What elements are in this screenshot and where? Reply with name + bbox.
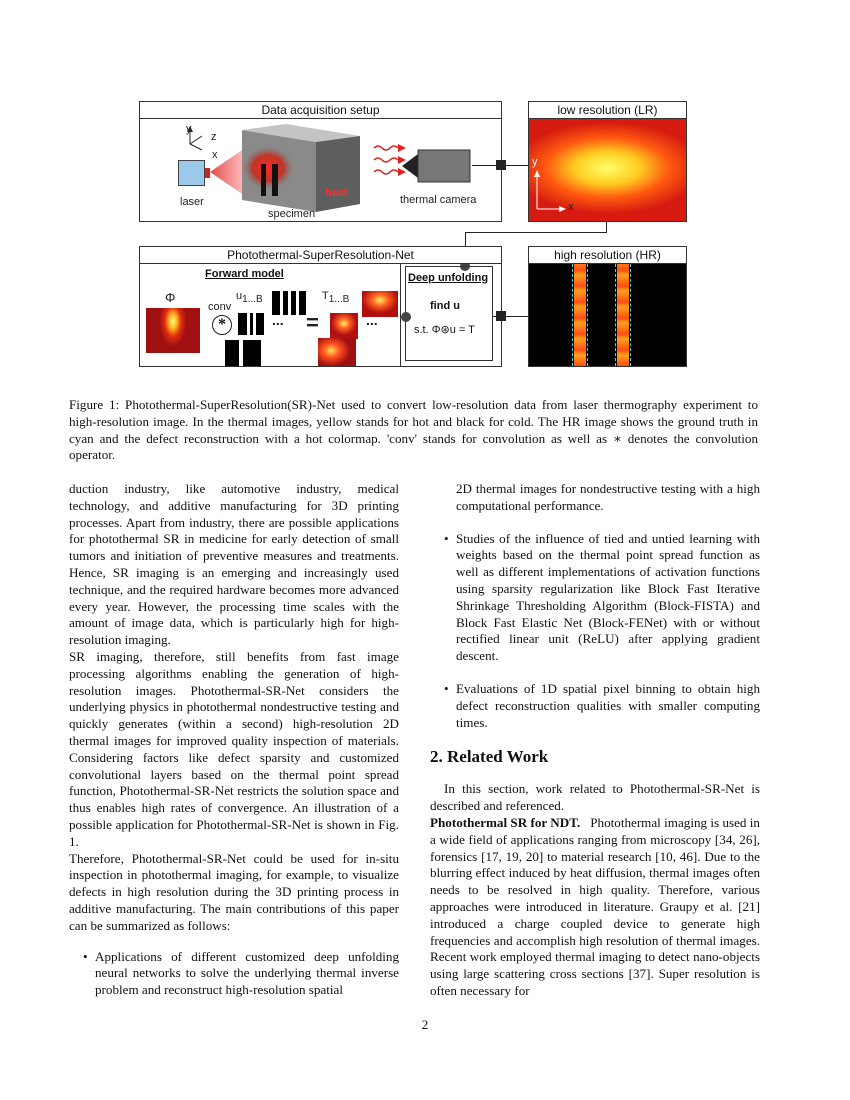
specimen-illustration (210, 124, 380, 216)
list-item: • Applications of different customized deep unfolding neural networks to solve the underlying thermal inverse problem and reconstruct high-resolution spatial (69, 949, 399, 999)
axis-z-label: z (211, 131, 217, 143)
ndt-heading: Photothermal SR for NDT. (430, 814, 581, 830)
data-acquisition-title: Data acquisition setup (139, 101, 502, 119)
specimen-label: specimen (268, 208, 316, 220)
t-image-2 (318, 338, 356, 366)
find-u-label: find u (430, 300, 460, 312)
conv-label: conv (208, 301, 232, 313)
contributions-list-cont (430, 531, 760, 732)
u-image-1 (238, 313, 264, 335)
deep-unfolding-title: Deep unfolding (408, 272, 489, 284)
link-vertical-lr (606, 222, 607, 233)
right-column (430, 481, 760, 1000)
bullet-continuation: 2D thermal images for nondestructive testing with a high computational performance. (456, 481, 760, 513)
thermal-camera-label: thermal camera (400, 194, 477, 206)
axis-y-label: y (186, 123, 192, 135)
hr-image (529, 264, 686, 366)
equals-sign: = (306, 310, 319, 335)
phi-label: Φ (165, 290, 176, 305)
heat-label: heat (325, 187, 348, 199)
related-work-intro: In this section, work related to Photothermal-SR-Net is described and referenced. (430, 781, 760, 814)
lr-title: low resolution (LR) (528, 101, 687, 119)
contributions-list (69, 949, 399, 999)
t-image-1 (330, 313, 358, 339)
u-image-2 (225, 340, 261, 366)
related-work-ndt: Photothermal SR for NDT. Photothermal imaging is used in a wide field of applications ranging from microscopy [34, 26], forensics [17, 19, 20] to material research [10, 46]. Due to the blurring effect induced by heat diffusion, thermal images often needs to be resolved in high quality. Therefore, various approaches were introduced in literature. Graupy et al. [21] introduced a charge coupled device to generate high frequencies and accomplish high resolution of thermal images. Recent work employed thermal imaging to detect nano-objects using large scattering cross sections [37]. Super resolution is often necessary for (430, 814, 760, 998)
figure-caption: Figure 1: Photothermal-SuperResolution(SR)-Net used to convert low-resolution data from laser thermography experiment to high-resolution image. In the thermal images, yellow stands for hot and black for cold. The HR image shows the ground truth in cyan and the defect reconstruction with a hot colormap. 'conv' stands for convolution as well as ∗ denotes the convolution operator. (69, 397, 758, 463)
axis-x-label: x (212, 149, 218, 161)
hr-title: high resolution (HR) (528, 246, 687, 264)
list-item: • Studies of the influence of tied and untied learning with weights based on the thermal point spread function as well as different implementations of activation functions using sparsity regularization like Block Fast Iterative Shrinkage Thresholding Algorithm (Block-FISTA) and Block Fast Elastic Net (Block-FENet) with or without rectified linear unit (ReLU) after applying gradient descent. (430, 531, 760, 665)
u-dots: ... (272, 312, 284, 328)
forward-model-title: Forward model (205, 268, 284, 280)
lr-axis-y: y (532, 156, 538, 168)
net-title: Photothermal-SuperResolution-Net (139, 246, 502, 264)
net-out-dot (401, 312, 411, 322)
paragraph-1: duction industry, like automotive industry, medical technology, and additive manufacturing for 3D printing processes. Apart from industry, there are possible applications for photothermal SR in medicine for early detection of small tumors and initiation of preventive measures and treatments. Hence, SR imaging is an emerging and increasingly used technique, and the required hardware becomes more advanced every year. However, the processing time scales with the amount of image data, which is particularly high for high-resolution imaging. (69, 481, 399, 648)
page-number: 2 (421, 1017, 429, 1032)
t-dots: ... (366, 312, 378, 328)
laser-icon (178, 160, 205, 186)
connector-square (496, 160, 506, 170)
constraint-label: s.t. Φ⊛u = T (414, 324, 475, 336)
u-label: $u_{1...B}$ (236, 290, 263, 306)
list-item: • Evaluations of 1D spatial pixel binning to obtain high defect reconstruction qualities with smaller computing times. (430, 681, 760, 731)
paragraph-3: Therefore, Photothermal-SR-Net could be used for in-situ inspection in photothermal imaging, for example, to visualize defects in high resolution during the 3D printing process in additive manufacturing. The main contributions of this paper can be summarized as follows: (69, 850, 399, 933)
link-horizontal (465, 232, 607, 233)
psf-image (146, 308, 200, 353)
conv-operator-icon: * (212, 315, 232, 335)
section-heading: 2. Related Work (430, 747, 549, 767)
net-hr-square (496, 311, 506, 321)
thermal-camera-icon (402, 146, 472, 186)
left-column (69, 481, 399, 1015)
lr-axes-icon (531, 165, 571, 215)
laser-label: laser (180, 196, 204, 208)
lr-axis-x: x (568, 201, 574, 213)
t-label: $T_{1...B}$ (322, 290, 350, 306)
paragraph-2: SR imaging, therefore, still benefits from fast image processing algorithms enabling the generation of high-resolution images. Photothermal-SR-Net considers the underlying physics in photothermal nondestructive testing and quickly generates (within a second) high-resolution 2D thermal images for improved quality inspection of materials. Considering factors like defect sparsity and customized convolutional layers based on the thermal point spread function, Photothermal-SR-Net restricts the solution space and thus enables high rates of convergence. An illustration of a possible application for Photothermal-SR-Net is shown in Fig. 1. (69, 648, 399, 849)
